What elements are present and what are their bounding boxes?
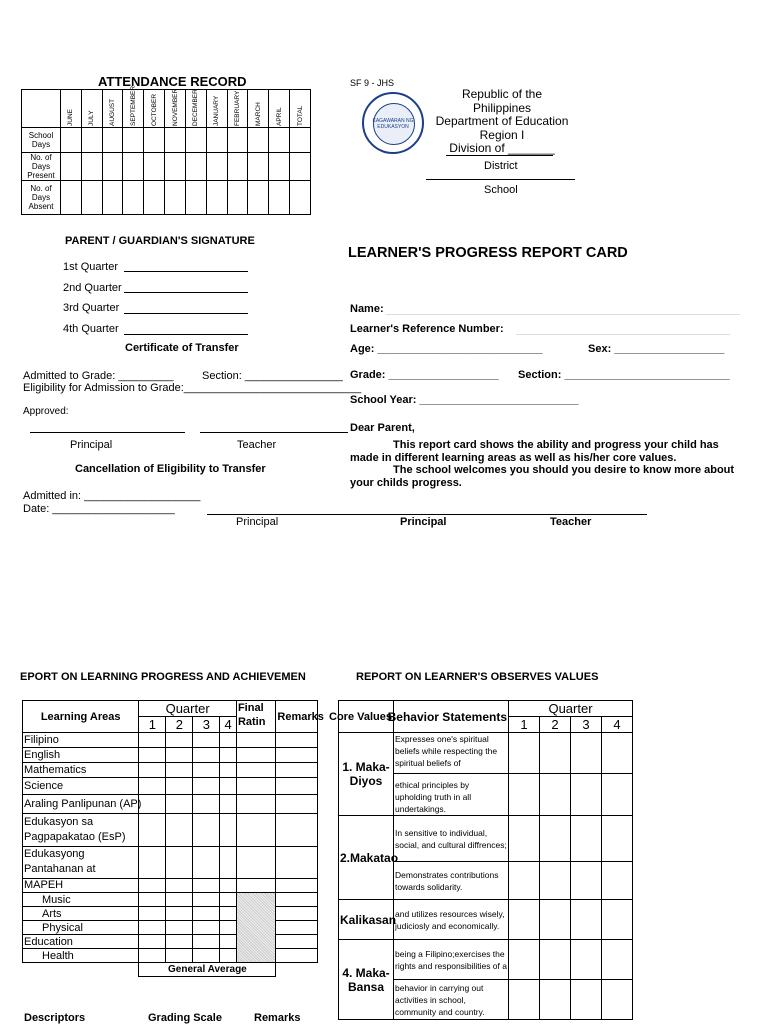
table-row — [23, 795, 318, 814]
quarter-num: 1 — [139, 717, 166, 733]
quarter-num: 4 — [602, 717, 633, 733]
remarks-label: Remarks — [254, 1012, 301, 1024]
month-label: FEBRUARY — [234, 90, 242, 126]
attendance-corner-cell — [22, 90, 61, 128]
month-cell — [144, 90, 165, 128]
sex-field: Sex: __________________ — [588, 343, 725, 355]
month-cell — [61, 90, 82, 128]
table-row — [339, 940, 633, 980]
values-table — [329, 700, 633, 1020]
month-cell — [123, 85, 144, 128]
month-cell — [227, 90, 248, 128]
deped-logo-icon — [362, 92, 424, 154]
quarter-num: 1 — [509, 717, 540, 733]
grade-field: Grade: __________________ — [350, 369, 499, 381]
table-row — [339, 733, 633, 774]
col-final-rating: Final Ratin — [236, 701, 275, 733]
learning-table-wrap — [22, 700, 324, 975]
table-row — [23, 748, 318, 763]
table-row — [23, 778, 318, 795]
core-value: 2.Makatao — [339, 816, 394, 900]
age-field: Age: ___________________________ — [350, 343, 543, 355]
month-cell — [248, 90, 269, 128]
header-lines — [432, 88, 572, 156]
table-row — [23, 814, 318, 847]
table-row — [339, 900, 633, 940]
quarter-sig-label: 3rd Quarter — [63, 302, 120, 314]
month-label: DECEMBER — [192, 88, 200, 126]
dear-parent: Dear Parent, — [350, 422, 415, 434]
header-line: Republic of the Philippines — [461, 87, 543, 115]
core-value: Kalikasan — [339, 900, 394, 940]
col-learning-areas: Learning Areas — [23, 701, 139, 733]
transfer-title: Certificate of Transfer — [125, 342, 239, 354]
table-row — [23, 763, 318, 778]
values-table-wrap — [329, 700, 632, 1017]
core-value: 1. Maka-Diyos — [339, 733, 394, 816]
values-title: REPORT ON LEARNER'S OBSERVES VALUES — [356, 671, 599, 683]
header-line: Department of Education — [435, 114, 569, 128]
district-label: District — [484, 160, 518, 172]
month-label: AUGUST — [109, 98, 117, 126]
month-cell — [165, 90, 186, 128]
col-behavior: Behavior Statements — [394, 701, 509, 733]
subject-name: Science — [23, 778, 139, 795]
attendance-title: ATTENDANCE RECORD — [98, 74, 247, 89]
behavior-statement: In sensitive to individual, social, and cultural diffrences; — [394, 816, 509, 862]
school-year-field: School Year: __________________________ — [350, 394, 579, 406]
cancel-title: Cancellation of Eligibility to Transfer — [75, 463, 266, 475]
attendance-row-label: No. of Days Present — [22, 153, 61, 181]
table-row — [23, 893, 318, 907]
quarter-num: 3 — [193, 717, 220, 733]
table-row — [23, 879, 318, 893]
month-cell — [102, 90, 123, 128]
principal-label: Principal — [70, 439, 113, 451]
report-card-title: LEARNER'S PROGRESS REPORT CARD — [348, 245, 628, 261]
parent-sig-title: PARENT / GUARDIAN'S SIGNATURE — [65, 235, 255, 247]
quarter-num: 4 — [220, 717, 237, 733]
subject-name: Edukasyon sa Pagpapakatao (EsP) — [23, 814, 139, 847]
quarter-num: 3 — [571, 717, 602, 733]
month-cell — [81, 90, 102, 128]
logo-text: KAGAWARAN NG EDUKASYON — [372, 118, 414, 130]
table-row — [23, 847, 318, 879]
month-label: OCTOBER — [150, 93, 158, 126]
month-cell — [185, 90, 206, 128]
teacher-sign: Teacher — [550, 516, 592, 528]
subject-name: Music — [23, 893, 139, 907]
subject-name: Health — [23, 949, 139, 963]
behavior-statement: being a Filipino;exercises the rights and responsibilities of a — [394, 940, 509, 980]
principal-sign: Principal — [400, 516, 447, 528]
descriptors-label: Descriptors — [24, 1012, 86, 1024]
school-label: School — [484, 184, 518, 196]
behavior-statement: Expresses one's spiritual beliefs while respecting the spiritual beliefs of — [394, 733, 509, 774]
admitted-in: Admitted in: ___________________ — [23, 490, 201, 502]
subject-name: Education — [23, 935, 139, 949]
table-row — [339, 816, 633, 862]
general-average: General Average — [139, 963, 276, 977]
col-remarks: Remarks — [276, 701, 318, 733]
month-cell — [269, 90, 290, 128]
subject-name: Mathematics — [23, 763, 139, 778]
subject-name: English — [23, 748, 139, 763]
values-col-quarter: Quarter — [509, 701, 633, 717]
month-label: JANUARY — [213, 95, 221, 126]
month-label: TOTAL — [296, 105, 304, 126]
attendance-row-label: No. of Days Absent — [22, 181, 61, 215]
month-cell — [290, 90, 311, 128]
attendance-row-label: School Days — [22, 128, 61, 153]
section-field: Section: ___________________________ — [518, 369, 730, 381]
table-row — [23, 733, 318, 748]
transfer-section: Section: ________________ — [202, 370, 343, 382]
quarter-sig-label: 2nd Quarter — [63, 282, 122, 294]
eligibility-line: Eligibility for Admission to Grade:_____________________________ — [23, 382, 362, 394]
month-label: JULY — [88, 110, 96, 126]
month-label: JUNE — [67, 108, 75, 126]
month-cell — [206, 90, 227, 128]
subject-name: Araling Panlipunan (AP) — [23, 795, 139, 814]
quarter-sig-label: 4th Quarter — [63, 323, 119, 335]
name-label: Name: — [350, 303, 384, 315]
grading-scale-label: Grading Scale — [148, 1012, 222, 1024]
quarter-sig-label: 1st Quarter — [63, 261, 119, 273]
teacher-label: Teacher — [237, 439, 277, 451]
col-quarter: Quarter — [139, 701, 237, 717]
month-label: MARCH — [254, 101, 262, 126]
report-para-1: This report card shows the ability and progress your child has made in different learning areas as well as his/her core values. — [350, 439, 719, 464]
attendance-table — [21, 85, 311, 215]
header-line: Division of _______ — [449, 141, 555, 155]
subject-name: Filipino — [23, 733, 139, 748]
col-core-values: Core Values — [339, 701, 394, 733]
behavior-statement: behavior in carrying out activities in school, community and country. — [394, 980, 509, 1020]
subject-name: Arts — [23, 907, 139, 921]
learning-title: EPORT ON LEARNING PROGRESS AND ACHIEVEMEN — [20, 671, 306, 683]
header-line: Region I — [479, 127, 525, 142]
quarter-num: 2 — [540, 717, 571, 733]
lrn-label: Learner's Reference Number: — [350, 323, 504, 335]
month-label: SEPTEMBER — [129, 85, 137, 126]
form-code: SF 9 - JHS — [350, 78, 395, 88]
behavior-statement: Demonstrates contributions towards solidarity. — [394, 862, 509, 900]
admitted-to-grade: Admitted to Grade: _________ — [23, 370, 174, 382]
report-para-2: The school welcomes you should you desire to know more about your childs progress. — [350, 464, 735, 489]
core-value: 4. Maka-Bansa — [339, 940, 394, 1020]
principal-label-2: Principal — [236, 516, 279, 528]
subject-name: Edukasyong Pantahanan at — [23, 847, 139, 879]
month-label: APRIL — [275, 106, 283, 126]
behavior-statement: ethical principles by upholding truth in all undertakings. — [394, 774, 509, 816]
subject-name: Physical — [23, 921, 139, 935]
month-label: NOVEMBER — [171, 88, 179, 126]
learning-table — [22, 700, 324, 977]
transfer-date: Date: ____________________ — [23, 503, 175, 515]
quarter-num: 2 — [166, 717, 193, 733]
subject-name: MAPEH — [23, 879, 139, 893]
behavior-statement: and utilizes resources wisely, judiciosly and economically. — [394, 900, 509, 940]
approved-label: Approved: — [23, 406, 69, 417]
